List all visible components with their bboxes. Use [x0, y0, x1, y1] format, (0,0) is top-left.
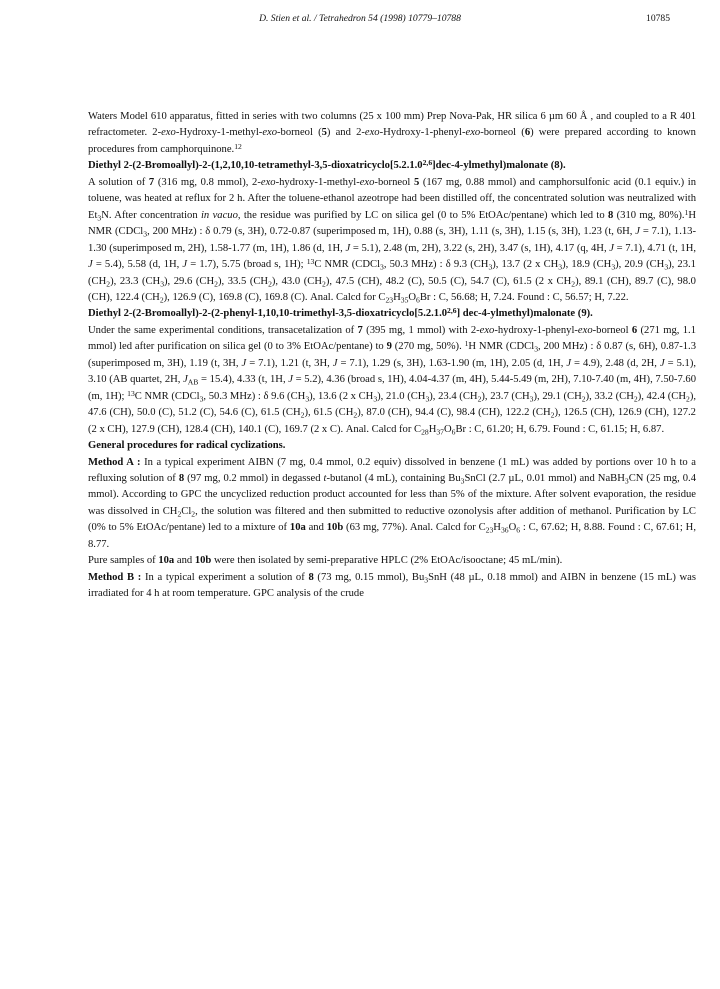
body-paragraph	[88, 175, 696, 307]
text-run: Cl	[181, 505, 192, 517]
text-run: Br : C, 56.68; H, 7.24. Found : C, 56.57; H, 7.22.	[419, 291, 629, 303]
text-run: 36	[500, 525, 509, 535]
text-run: J	[183, 374, 188, 386]
text-run: 23	[485, 525, 494, 535]
text-run: 2	[581, 394, 586, 404]
section-heading	[88, 306, 696, 322]
text-run: 6	[451, 427, 456, 437]
text-run: J	[288, 374, 293, 386]
body-paragraph	[88, 570, 696, 603]
text-run: exo	[161, 127, 176, 139]
text-run: 2	[550, 410, 555, 420]
text-run: 10b	[194, 555, 212, 567]
text-run: 8	[608, 209, 614, 221]
text-run: ), 29.1 (CH	[533, 390, 582, 402]
text-run: , 200 MHz) : δ 0.79 (s, 3H), 0.72-0.87 (superimposed m, 1H), 0.88 (s, 3H), 1.11 (s, 3H), 1.15 (s, 3H), 1.23 (t, 6H,	[147, 226, 636, 238]
text-run: = 5.4), 5.58 (d, 1H,	[92, 259, 183, 271]
text-run: H	[428, 423, 437, 435]
text-run: J	[182, 259, 188, 271]
text-run: ), 13.6 (2 x CH	[309, 390, 374, 402]
text-run: 6	[631, 324, 638, 336]
text-run: ), 126.5 (CH), 126.9 (CH), 127.2 (2 x CH), 127.9 (CH), 128.4 (CH), 140.1 (C), 169.7 (2 x C). Anal. Calcd for C	[88, 407, 696, 435]
text-run: = 7.1), 1.21 (t, 3H,	[246, 357, 333, 369]
text-run: -borneol (	[480, 127, 525, 139]
text-run: = 5.2), 4.36 (broad s, 1H), 4.04-4.37 (m, 4H), 5.44-5.49 (m, 2H), 7.10-7.40 (m, 4H), 7.50-7.60 (m, 1H);	[88, 374, 696, 402]
text-run: 10b	[326, 522, 344, 534]
text-run: = 7.1), 1.29 (s, 3H), 1.63-1.90 (m, 1H), 2.05 (d, 1H,	[337, 357, 567, 369]
text-run: (271 mg, 1.1 mmol) led after purification on silica gel (0 to 3% EtOAc/pentane) to	[88, 324, 697, 353]
text-run: ), 20.9 (CH	[615, 259, 665, 271]
text-run: A solution of	[88, 176, 149, 188]
text-run: : C, 67.62; H, 8.88. Found : C, 67.61; H, 8.77.	[88, 522, 696, 550]
text-run: ), 23.3 (CH	[110, 275, 161, 287]
text-run: , the residue was purified by LC on silica gel (0 to 5% EtOAc/pentane) which led to	[237, 209, 608, 221]
text-run: ), 43.0 (CH	[271, 275, 322, 287]
text-run: 8	[308, 571, 314, 583]
article-body	[88, 109, 696, 603]
text-run: 3	[380, 262, 384, 272]
text-run: 2	[177, 509, 182, 519]
text-run: J	[635, 226, 640, 238]
text-run: 2	[353, 410, 358, 420]
text-run: Diethyl 2-(2-Bromoallyl)-2-(1,2,10,10-tetramethyl-3,5-dioxatricyclo[5.2.1.0	[88, 160, 423, 172]
text-run: 2	[159, 295, 164, 305]
text-run: ) were prepared according to known procedures from camphorquinone.	[88, 127, 696, 155]
text-run: exo	[465, 127, 481, 139]
text-run: 6	[416, 295, 420, 305]
text-run: -Hydroxy-1-methyl-	[175, 127, 263, 139]
text-run: = 4.9), 2.48 (d, 2H,	[571, 357, 660, 369]
text-run: Pure samples of	[88, 555, 159, 567]
text-run: 7	[357, 324, 363, 336]
text-run: (310 mg, 80%).	[613, 209, 685, 221]
text-run: 2	[477, 394, 482, 404]
text-run: , 200 MHz) : δ 0.87 (s, 6H), 0.87-1.3 (superimposed m, 3H), 1.19 (t, 3H,	[88, 341, 697, 369]
text-run: 3	[425, 394, 430, 404]
text-run: O	[443, 423, 452, 435]
text-run: Method B :	[88, 571, 142, 583]
text-run: Diethyl 2-(2-Bromoallyl)-2-(2-phenyl-1,10,10-trimethyl-3,5-dioxatricyclo[5.2.1.0	[88, 308, 448, 320]
text-run: exo	[479, 324, 495, 336]
text-run: exo	[262, 127, 278, 139]
text-run: AB	[187, 377, 199, 387]
text-run: Under the same experimental conditions, transacetalization of	[88, 324, 358, 336]
text-run: 10a	[158, 555, 175, 567]
text-run: ), 87.0 (CH), 94.4 (C), 98.4 (CH), 122.2 (CH	[357, 407, 551, 419]
text-run: 37	[436, 427, 444, 437]
text-run: 9	[386, 341, 392, 353]
text-run: ) and 2-	[326, 127, 365, 139]
text-run: H	[393, 291, 401, 303]
text-run: ), 89.1 (CH), 89.7 (C), 98.0 (CH), 122.4 (CH	[88, 275, 696, 303]
text-run: 2	[268, 278, 272, 288]
text-run: 3	[664, 262, 669, 272]
text-run: CN (25 mg, 0.4 mmol). According to GPC the uncyclized reduction product accounted for less than 5% of the mixture. After solvent evaporation, the residue was dissolved in CH	[88, 472, 696, 517]
text-run: -Hydroxy-1-phenyl-	[379, 127, 466, 139]
text-run: ), 61.5 (CH	[304, 407, 354, 419]
text-run: (73 mg, 0.15 mmol), Bu	[313, 571, 425, 583]
text-run: 2	[191, 509, 196, 519]
text-run: ), 47.6 (CH), 50.0 (C), 51.2 (C), 54.6 (C), 61.5 (CH	[88, 390, 696, 419]
body-paragraph	[88, 455, 696, 554]
text-run: ), 21.0 (CH	[377, 390, 426, 402]
text-run: 2	[686, 394, 690, 404]
text-run: , 50.3 MHz) : δ 9.3 (CH	[383, 259, 489, 271]
page-header	[0, 13, 720, 27]
text-run: 3	[611, 262, 616, 272]
text-run: = 5.1), 2.48 (m, 2H), 3.22 (s, 2H), 3.47 (s, 1H), 4.17 (q, 4H,	[350, 242, 610, 254]
text-run: H NMR (CDCl	[88, 209, 696, 238]
text-run: 13	[306, 256, 315, 266]
text-run: exo	[577, 324, 593, 336]
text-run: 3	[529, 394, 534, 404]
text-run: ), 126.9 (C), 169.8 (C), 169.8 (C). Anal. Calcd for C	[163, 291, 386, 303]
text-run: In a typical experiment AIBN (7 mg, 0.4 mmol, 0.2 equiv) dissolved in benzene (1 mL) was added by portions over 10 h to a refluxing solution of	[88, 456, 696, 484]
text-run: 35	[400, 295, 409, 305]
text-run: -hydroxy-1-phenyl-	[494, 324, 578, 336]
body-paragraph	[88, 553, 696, 569]
text-run: SnH (48 µL, 0.18 mmol) and AIBN in benzene (15 mL) was irradiated for 4 h at room temperature. GPC analysis of the crude	[88, 571, 697, 600]
text-run: 3	[305, 394, 310, 404]
text-run: -borneol	[592, 324, 632, 336]
text-run: Waters Model 610 apparatus, fitted in series with two columns (25 x 100 mm) Prep Nova-Pak, HR silica 6 µm 60 Å , and coupled to a R 401 refractometer. 2-	[88, 111, 696, 139]
text-run: General procedures for radical cyclizations.	[88, 440, 286, 452]
running-head: D. Stien et al. / Tetrahedron 54 (1998) 10779–10788	[259, 13, 461, 24]
text-run: ), 13.7 (2 x CH	[492, 259, 559, 271]
text-run: 8	[178, 472, 185, 484]
text-run: were then isolated by semi-preparative HPLC (2% EtOAc/isooctane; 45 mL/min).	[211, 555, 563, 567]
text-run: N. After concentration	[101, 209, 201, 221]
text-run: 12	[234, 141, 242, 151]
text-run: H	[493, 522, 501, 534]
text-run: 3	[624, 476, 629, 486]
text-run: (270 mg, 50%).	[391, 341, 465, 353]
section-heading	[88, 438, 696, 454]
text-run: 7	[148, 176, 155, 188]
text-run: ), 47.5 (CH), 48.2 (C), 50.5 (C), 54.7 (C), 61.5 (2 x CH	[325, 275, 572, 287]
text-run: -hydroxy-1-methyl-	[275, 176, 360, 188]
text-run: 5	[321, 127, 327, 139]
section-heading	[88, 158, 696, 174]
text-run: (97 mg, 0.2 mmol) in degassed	[184, 472, 324, 484]
text-run: 2	[322, 278, 326, 288]
text-run: 5	[413, 176, 420, 188]
text-run: ), 33.2 (CH	[585, 390, 634, 402]
text-run: 1	[684, 207, 689, 217]
text-run: ), 33.5 (CH	[217, 275, 269, 287]
text-run: 13	[127, 388, 135, 398]
text-run: ), 23.4 (CH	[429, 390, 478, 402]
body-paragraph	[88, 323, 696, 438]
text-run: and	[305, 522, 327, 534]
text-run: t	[323, 472, 327, 484]
text-run: J	[609, 242, 614, 254]
text-run: J	[345, 242, 351, 254]
text-run: in vacuo	[200, 209, 238, 221]
text-run: 2	[214, 278, 218, 288]
body-paragraph	[88, 109, 696, 158]
text-run: SnCl (2.7 µL, 0.01 mmol) and NaBH	[464, 472, 625, 484]
text-run: 2	[300, 410, 305, 420]
text-run: -butanol (4 mL), containing Bu	[326, 472, 461, 484]
text-run: , 50.3 MHz) : δ 9.6 (CH	[203, 390, 306, 402]
text-run: H NMR (CDCl	[468, 341, 535, 353]
text-run: O	[408, 291, 417, 303]
text-run: J	[659, 357, 665, 369]
text-run: ), 23.1 (CH	[88, 259, 696, 287]
text-run: (167 mg, 0.88 mmol) and camphorsulfonic acid (0.1 equiv.) in toluene, was heated at reflux for 2 h. After the toluene-ethanol azeotrope had been distilled off, the concentrated solution was neutralized with Et	[88, 176, 696, 221]
text-run: 3	[97, 213, 102, 223]
text-run: (395 mg, 1 mmol) with 2-	[362, 324, 480, 336]
text-run: 2,6	[422, 158, 433, 168]
text-run: 3	[199, 394, 204, 404]
text-run: 3	[424, 575, 429, 585]
text-run: , the solution was filtered and then submitted to reductive ozonolysis after addition of methanol. Purification by LC (0% to 5% EtOAc/pentane) led to a mixture of	[88, 505, 696, 534]
text-run: 3	[373, 394, 378, 404]
text-run: 6	[516, 525, 521, 535]
text-run: 23	[385, 295, 394, 305]
text-run: = 5.1), 3.10 (AB quartet, 2H,	[88, 357, 696, 386]
text-run: In a typical experiment a solution of	[141, 571, 309, 583]
text-run: ), 42.4 (CH	[637, 390, 686, 402]
text-run: ]dec-4-ylmethyl)malonate (8).	[432, 160, 566, 172]
text-run: -borneol (	[277, 127, 322, 139]
text-run: J	[566, 357, 572, 369]
text-run: exo	[359, 176, 375, 188]
text-run: (63 mg, 77%). Anal. Calcd for C	[343, 522, 486, 534]
text-run: 2,6	[447, 306, 457, 316]
text-run: exo	[260, 176, 276, 188]
text-run: J	[88, 259, 93, 271]
text-run: = 7.1), 4.71 (t, 1H,	[613, 242, 697, 254]
text-run: = 7.1), 1.13-1.30 (superimposed m, 2H), 1.58-1.77 (m, 1H), 1.86 (d, 1H,	[88, 226, 696, 254]
text-run: 3	[534, 344, 538, 354]
text-run: ), 29.6 (CH	[164, 275, 215, 287]
text-run: -borneol	[374, 176, 414, 188]
text-run: 3	[160, 278, 164, 288]
text-run: 2	[571, 278, 576, 288]
text-run: 3	[558, 262, 563, 272]
text-run: 2	[633, 394, 638, 404]
text-run: J	[332, 357, 338, 369]
text-run: ] dec-4-ylmethyl)malonate (9).	[456, 308, 593, 320]
text-run: J	[241, 357, 247, 369]
text-run: 10a	[289, 522, 306, 534]
text-run: 2	[106, 278, 111, 288]
text-run: Br : C, 61.20; H, 6.79. Found : C, 61.15; H, 6.87.	[455, 423, 665, 435]
text-run: and	[174, 555, 195, 567]
text-run: 28	[421, 427, 429, 437]
text-run: = 15.4), 4.33 (t, 1H,	[198, 374, 289, 386]
text-run: 3	[143, 229, 148, 239]
text-run: ), 23.7 (CH	[481, 390, 530, 402]
text-run: O	[508, 522, 517, 534]
text-run: 3	[460, 476, 465, 486]
text-run: 6	[524, 127, 531, 139]
text-run: Method A :	[88, 456, 141, 468]
page-number: 10785	[646, 13, 670, 24]
text-run: C NMR (CDCl	[314, 259, 381, 271]
text-run: ), 18.9 (CH	[562, 259, 612, 271]
text-run: (316 mg, 0.8 mmol), 2-	[154, 176, 261, 188]
text-run: 3	[488, 262, 493, 272]
text-run: C NMR (CDCl	[134, 390, 200, 402]
text-run: = 1.7), 5.75 (broad s, 1H);	[187, 259, 307, 271]
text-run: 1	[464, 339, 469, 349]
text-run: exo	[364, 127, 380, 139]
